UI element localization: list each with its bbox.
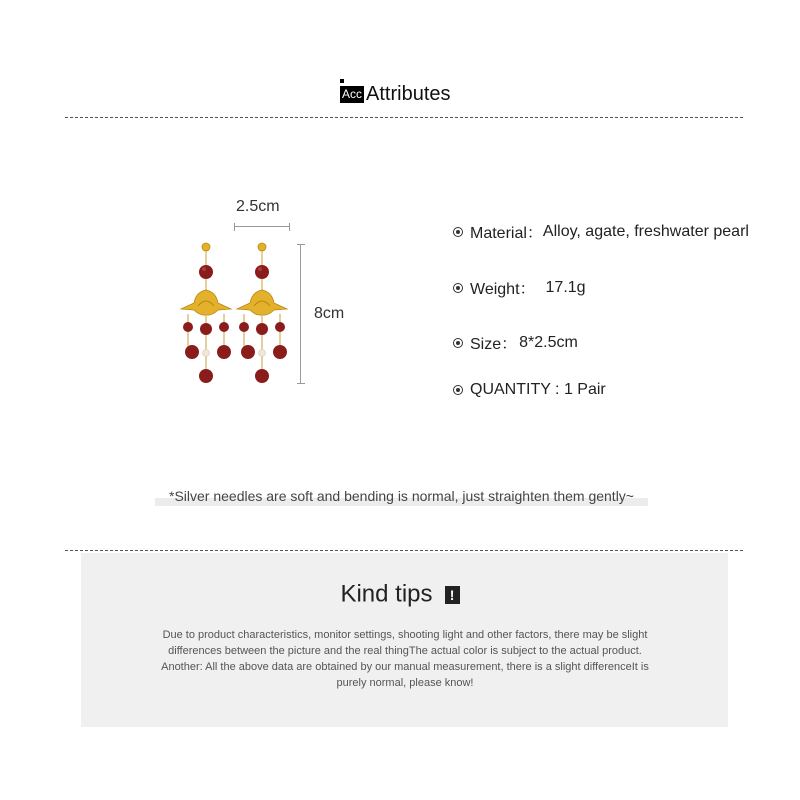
bullet-icon [453, 227, 463, 237]
attr-key: Weight： [470, 281, 536, 298]
attr-key: Material： [470, 225, 543, 242]
acc-badge [340, 86, 364, 103]
width-ruler [234, 226, 290, 227]
left-earring [181, 243, 231, 383]
attr-value: 17.1g [545, 278, 586, 296]
attr-key: QUANTITY : 1 Pair [470, 381, 606, 398]
attr-weight [453, 276, 586, 299]
bullet-icon [453, 385, 463, 395]
tips-line: differences between the picture and the real thingThe actual color is subject to the actual product. [168, 645, 642, 657]
right-earring [237, 243, 287, 383]
earrings-image [170, 236, 290, 396]
attr-quantity [453, 381, 606, 399]
section-header [340, 76, 451, 106]
acc-badge-text: Acc [342, 87, 363, 101]
bullet-icon [453, 338, 463, 348]
tips-title: Kind tips [340, 580, 433, 608]
bullet-icon [453, 283, 463, 293]
bottom-divider [65, 550, 743, 551]
tips-line: purely normal, please know! [336, 677, 474, 689]
attr-value: 8*2.5cm [519, 333, 578, 351]
tips-line: Due to product characteristics, monitor settings, shooting light and other factors, there may be slight [162, 629, 648, 641]
attr-material [453, 220, 749, 243]
care-note: *Silver needles are soft and bending is normal, just straighten them gently~ [155, 486, 648, 506]
attr-value: Alloy, agate, freshwater pearl [542, 222, 749, 240]
section-title: Attributes [366, 83, 451, 105]
exclamation-icon: ! [445, 586, 460, 604]
height-ruler [300, 244, 301, 384]
tips-line: Another: All the above data are obtained by our manual measurement, there is a slight differenceIt is [161, 661, 649, 673]
tips-body [120, 627, 690, 691]
tips-heading [0, 580, 800, 609]
top-divider [65, 117, 743, 118]
width-label: 2.5cm [236, 198, 280, 215]
attr-key: Size： [470, 336, 518, 353]
attr-size [453, 331, 578, 354]
badge-dot [340, 79, 344, 83]
height-label: 8cm [314, 305, 345, 322]
